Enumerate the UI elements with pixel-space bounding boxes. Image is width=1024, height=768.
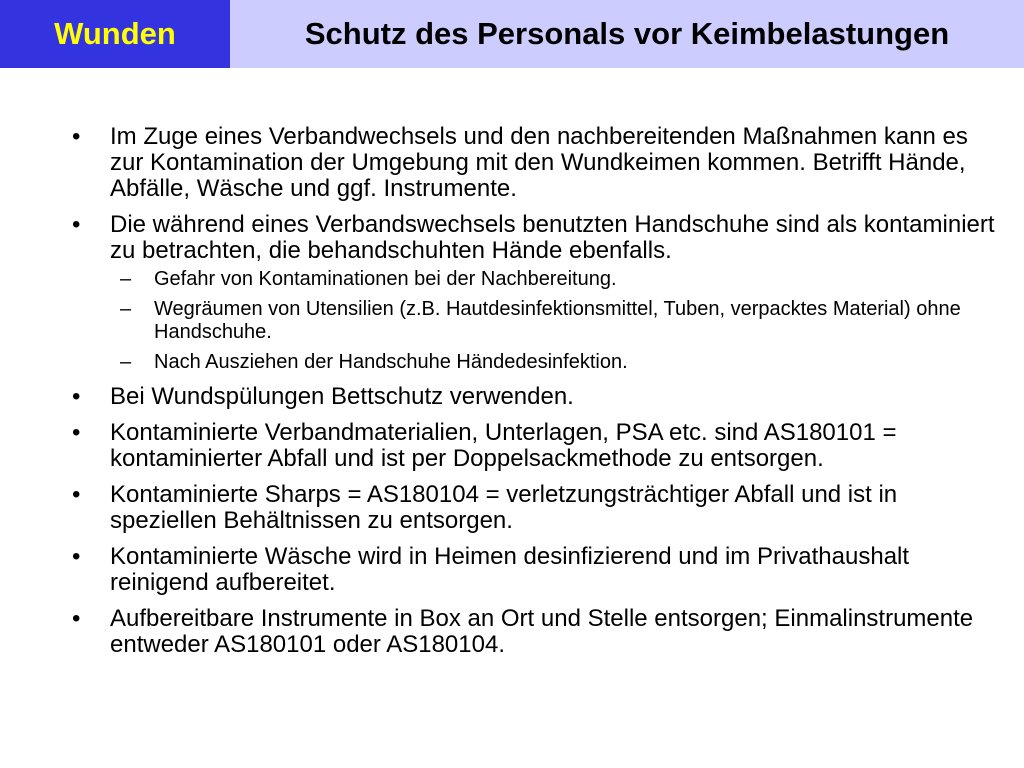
dash-marker: – bbox=[120, 298, 132, 320]
sub-text: Nach Ausziehen der Handschuhe Händedesinfektion. bbox=[154, 351, 628, 373]
bullet-marker: • bbox=[72, 211, 81, 238]
bullet-marker: • bbox=[72, 123, 81, 150]
bullet-marker: • bbox=[72, 419, 81, 446]
slide-title: Schutz des Personals vor Keimbelastungen bbox=[304, 16, 950, 51]
bullet-text: Im Zuge eines Verbandwechsels und den nachbereitenden Maßnahmen kann es zur Kontamination der Umgebung mit den Wundkeimen kommen. Betrifft Hände, Abfälle, Wäsche und ggf. Instrumente. bbox=[110, 123, 968, 202]
bullet-item bbox=[72, 482, 1002, 534]
bullet-text: Kontaminierte Sharps = AS180104 = verletzungsträchtiger Abfall und ist in speziellen Behältnissen zu entsorgen. bbox=[110, 481, 898, 534]
sub-item bbox=[72, 298, 1002, 344]
sub-text: Wegräumen von Utensilien (z.B. Hautdesinfektionsmittel, Tuben, verpacktes Material) ohne Handschuhe. bbox=[154, 298, 961, 343]
bullet-item bbox=[72, 212, 1002, 264]
title-bar bbox=[230, 0, 1024, 68]
sub-item bbox=[72, 268, 1002, 291]
bullet-text: Bei Wundspülungen Bettschutz verwenden. bbox=[110, 383, 574, 410]
dash-marker: – bbox=[120, 268, 132, 290]
slide-header bbox=[0, 0, 1024, 68]
sub-text: Gefahr von Kontaminationen bei der Nachbereitung. bbox=[154, 268, 617, 290]
bullet-item bbox=[72, 384, 1002, 410]
bullet-marker: • bbox=[72, 481, 81, 508]
bullet-item bbox=[72, 606, 1002, 658]
bullet-item bbox=[72, 544, 1002, 596]
bullet-text: Die während eines Verbandswechsels benutzten Handschuhe sind als kontaminiert zu betrachten, die behandschuhten Hände ebenfalls. bbox=[110, 211, 995, 264]
bullet-marker: • bbox=[72, 543, 81, 570]
sub-item bbox=[72, 351, 1002, 374]
section-tab bbox=[0, 0, 230, 68]
dash-marker: – bbox=[120, 351, 132, 373]
sub-list bbox=[72, 268, 1002, 374]
bullet-text: Kontaminierte Wäsche wird in Heimen desinfizierend und im Privathaushalt reinigend aufbereitet. bbox=[110, 543, 910, 596]
bullet-list bbox=[72, 124, 1002, 668]
bullet-marker: • bbox=[72, 605, 81, 632]
bullet-text: Kontaminierte Verbandmaterialien, Unterlagen, PSA etc. sind AS180101 = kontaminierter Abfall und ist per Doppelsackmethode zu entsorgen. bbox=[110, 419, 897, 472]
bullet-marker: • bbox=[72, 383, 81, 410]
section-label: Wunden bbox=[54, 16, 176, 51]
bullet-item bbox=[72, 420, 1002, 472]
bullet-item bbox=[72, 124, 1002, 202]
bullet-text: Aufbereitbare Instrumente in Box an Ort und Stelle entsorgen; Einmalinstrumente entweder AS180101 oder AS180104. bbox=[110, 605, 974, 658]
